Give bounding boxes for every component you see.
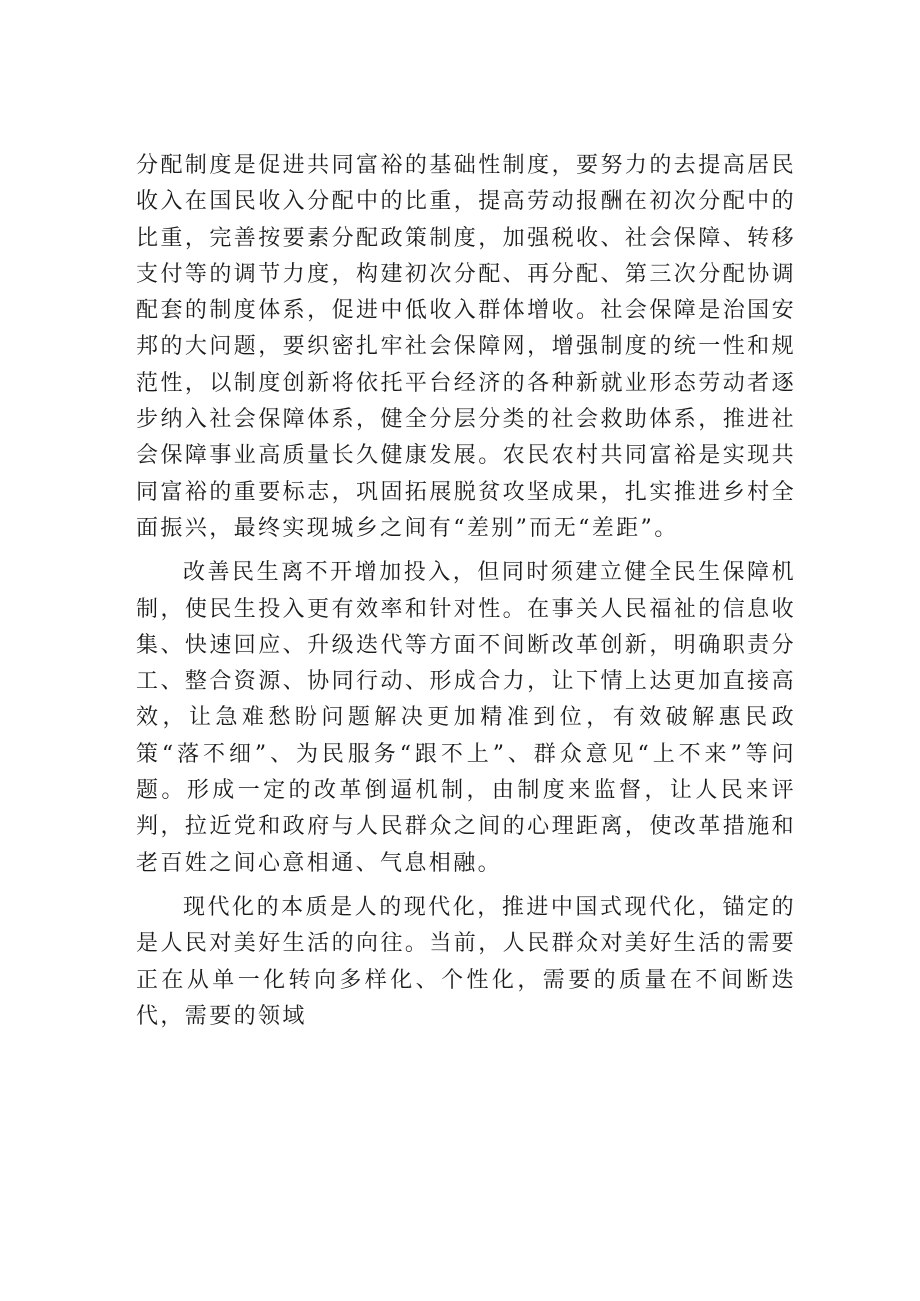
paragraph-2: 改善民生离不开增加投入，但同时须建立健全民生保障机制，使民生投入更有效率和针对性。在事关人民福祉的信息收集、快速回应、升级迭代等方面不间断改革创新，明确职责分工、整合资源、协同行动、形成合力，让下情上达更加直接高效，让急难愁盼问题解决更加精准到位，有效破解惠民政策“落不细”、为民服务“跟不上”、群众意见“上不来”等问题。形成一定的改革倒逼机制，由制度来监督，让人民来评判，拉近党和政府与人民群众之间的心理距离，使改革措施和老百姓之间心意相通、气息相融。	[136, 560, 796, 876]
paragraph-3: 现代化的本质是人的现代化，推进中国式现代化，锚定的是人民对美好生活的向往。当前，人民群众对美好生活的需要正在从单一化转向多样化、个性化，需要的质量在不间断迭代，需要的领域	[136, 894, 796, 1029]
paragraph-1: 分配制度是促进共同富裕的基础性制度，要努力的去提高居民收入在国民收入分配中的比重，提高劳动报酬在初次分配中的比重，完善按要素分配政策制度，加强税收、社会保障、转移支付等的调节力度，构建初次分配、再分配、第三次分配协调配套的制度体系，促进中低收入群体增收。社会保障是治国安邦的大问题，要织密扎牢社会保障网，增强制度的统一性和规范性，以制度创新将依托平台经济的各种新就业形态劳动者逐步纳入社会保障体系，健全分层分类的社会救助体系，推进社会保障事业高质量长久健康发展。农民农村共同富裕是实现共同富裕的重要标志，巩固拓展脱贫攻坚成果，扎实推进乡村全面振兴，最终实现城乡之间有“差别”而无“差距”。	[136, 153, 796, 541]
document-body	[136, 148, 796, 1035]
